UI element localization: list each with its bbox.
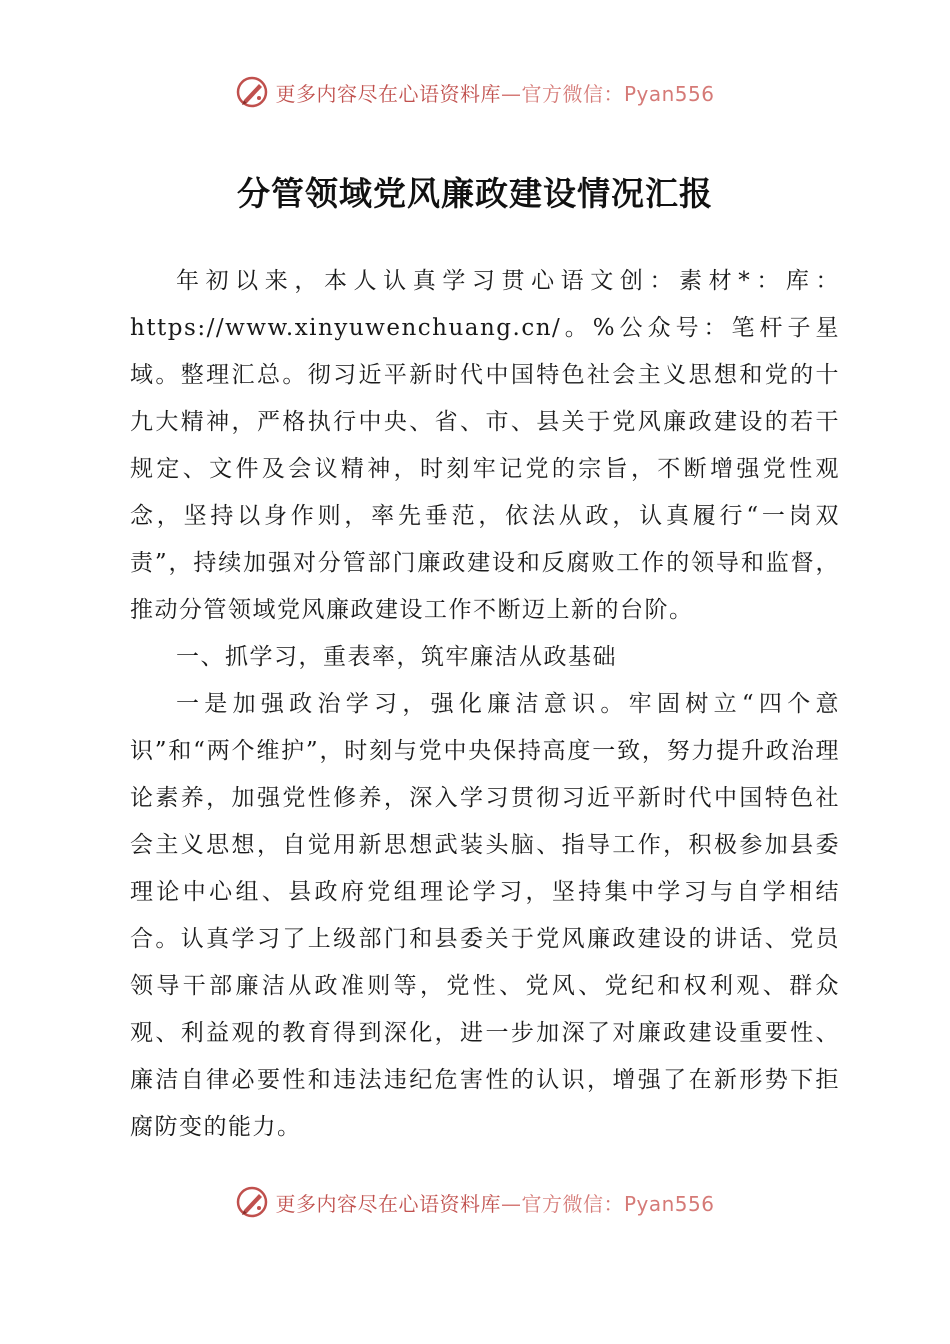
- paragraph-study: 一是加强政治学习，强化廉洁意识。牢固树立“四个意识”和“两个维护”，时刻与党中央保持高度一致，努力提升政治理论素养，加强党性修养，深入学习贯彻习近平新时代中国特色社会主义思想，自觉用新思想武装头脑、指导工作，积极参加县委理论中心组、县政府党组理论学习，坚持集中学习与自学相结合。认真学习了上级部门和县委关于党风廉政建设的讲话、党员领导干部廉洁从政准则等，党性、党风、党纪和权利观、群众观、利益观的教育得到深化，进一步加深了对廉政建设重要性、廉洁自律必要性和违法违纪危害性的认识，增强了在新形势下拒腐防变的能力。: [130, 691, 840, 1140]
- document-title: 分管领域党风廉政建设情况汇报: [237, 174, 713, 213]
- header-banner-text: 更多内容尽在心语资料库—官方微信：Pyan556: [275, 81, 715, 106]
- header-banner: [0, 72, 950, 112]
- footer-banner-text: 更多内容尽在心语资料库—官方微信：Pyan556: [275, 1191, 715, 1216]
- pen-logo-icon: [235, 75, 269, 109]
- document-body: [130, 258, 840, 1151]
- footer-banner: [0, 1182, 950, 1222]
- section-heading: 一、抓学习，重表率，筑牢廉洁从政基础: [176, 644, 617, 670]
- pen-logo-icon: [235, 1185, 269, 1219]
- paragraph-intro: 年初以来，本人认真学习贯心语文创：素材*：库：https://www.xinyuwenchuang.cn/。%公众号：笔杆子星域。整理汇总。彻习近平新时代中国特色社会主义思想和党的十九大精神，严格执行中央、省、市、县关于党风廉政建设的若干规定、文件及会议精神，时刻牢记党的宗旨，不断增强党性观念，坚持以身作则，率先垂范，依法从政，认真履行“一岗双责”，持续加强对分管部门廉政建设和反腐败工作的领导和监督，推动分管领域党风廉政建设工作不断迈上新的台阶。: [130, 268, 840, 623]
